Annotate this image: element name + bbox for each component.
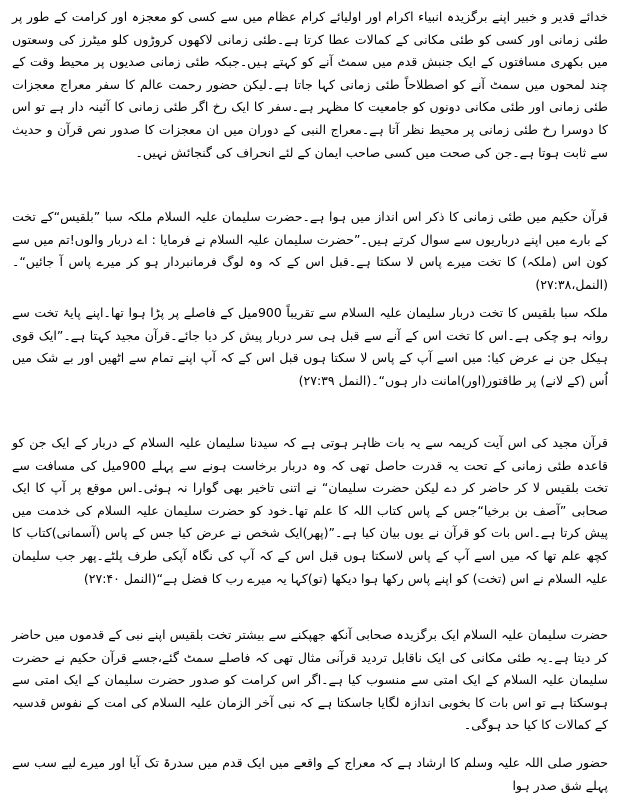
paragraph-cut-off: حضور صلی اللہ علیہ وسلم کا ارشاد ہے کہ معراج کے واقعے میں ایک قدم میں سدرۃ تک آیا اور میرے لیے سب سے پہلے شق صدر ہوا (12, 755, 608, 793)
paragraph-tay-intro: خدائے قدیر و خبیر اپنے برگزیدہ انبیاء اکرام اور اولیائے کرام عظام میں سے کسی کو معجزہ اور کرامت کے طور پر طئی زمانی اور کسی کو طئی مکانی کے کمالات عطا کرتا ہے۔طئی زمانی لاکھوں کروڑوں کلو میٹرز کی وسعتوں میں بکھری مسافتوں کے ایک جنبش قدم میں سمٹ آنے کو کہتے ہیں۔جبکہ طئی زمانی صدیوں پر محیط وقت کے چند لمحوں میں سمٹ آنے کو اصطلاحاً طئی زمانی کہا جاتا ہے۔لیکن حضور رحمت عالم کا سفر معراج معجزات طئی زمانی اور طئی مکانی دونوں کو جامعیت کا مظہر ہے۔سفر کا ایک رخ اگر طئی زمانی کا آئینہ دار ہے تو اس کا دوسرا رخ طئی زمانی پر محیط نظر آتا ہے۔معراج النبی کے دوران میں ان معجزات کا صدور نص قرآن و حدیث سے ثابت ہوتا ہے۔جن کی صحت میں کسی صاحب ایمان کے لئے انحراف کی گنجائش نہیں۔ (12, 9, 608, 160)
paragraph-tay-makani-example: حضرت سلیمان علیہ السلام ایک برگزیدہ صحابی آنکھ جھپکنے سے بیشتر تخت بلقیس اپنے نبی کے قدموں میں حاضر کر دیتا ہے۔یہ طئی مکانی کی ایک ناقابل تردید قرآنی مثال تھی کہ فاصلے سمٹ گئے،جسے قرآن حکیم نے حضرت سلیمان علیہ السلام کے ایک امتی سے منسوب کیا ہے۔اگر اس کرامت کو صدور حضرت سلیمان کے ایک امتی سے ہوسکتا ہے تو اس بات کا بخوبی اندازہ لگایا جاسکتا ہے کہ نبی آخر الزمان علیہ السلام کی امت کے نفوس قدسیہ کے کمالات کا کیا حد ہوگی۔ (12, 627, 608, 733)
paragraph-quran-sulaiman: قرآن حکیم میں طئی زمانی کا ذکر اس انداز میں ہوا ہے۔حضرت سلیمان علیہ السلام ملکہ سبا ”بلقیس“کے تخت کے بارے میں اپنے درباریوں سے سوال کرتے ہیں۔”حضرت سلیمان علیہ السلام نے فرمایا : اے دربار والوں!تم میں سے کون اس (ملکہ) کا تخت میرے پاس لا سکتا ہے۔قبل اس کے کہ وہ لوگ فرمانبردار ہو کر میرے پاس آ جائیں“۔(النمل،۲۷:۳۸) (12, 209, 608, 292)
paragraph-bilqis-throne: ملکہ سبا بلقیس کا تخت دربار سلیمان علیہ السلام سے تقریباً 900میل کے فاصلے پر پڑا ہوا تھا۔اپنے پایۂ تخت سے روانہ ہو چکی ہے۔اس کا تخت اس کے آنے سے قبل ہی سر دربار پیش کر دیا جائے۔قرآن مجید کہتا ہے۔”ایک قوی ہیکل جن نے عرض کیا: میں اسے آپ کے پاس لا سکتا ہوں قبل اس کے کہ آپ اپنے تمام سے اٹھیں اور بے شک میں اُس (کے لانے) پر طاقتور(اور)امانت دار ہوں“۔(النمل ۲۷:۳۹) (12, 305, 608, 388)
paragraph-asif-barkhiya: قرآن مجید کی اس آیت کریمہ سے یہ بات ظاہر ہوتی ہے کہ سیدنا سلیمان علیہ السلام کے دربار کے ایک جن کو قاعدہ طئی زمانی کے تحت یہ قدرت حاصل تھی کہ وہ دربار برخاست ہونے سے پہلے 900میل کی مسافت سے تخت بلقیس لا کر حاضر کر دے لیکن حضرت سلیمان“ نے اتنی تاخیر بھی گوارا نہ ہوئی۔اس موقع پر آپ کا ایک صحابی ”آصف بن برخیا“جس کے پاس کتاب اللہ کا علم تھا۔خود کو حضرت سلیمان علیہ السلام کی خدمت میں پیش کرتا ہے۔اس بات کو قرآن نے یوں بیان کیا ہے۔”(پھر)ایک شخص نے عرض کیا جس کے پاس (آسمانی)کتاب کا کچھ علم تھا کہ میں اسے آپ کے پاس لاسکتا ہوں قبل اس کے کہ آپ کی نگاہ آپکی طرف پلٹے۔پھر جب سلیمان علیہ السلام نے اس (تخت) کو اپنے پاس رکھا ہوا دیکھا (تو)کہا یہ میرے رب کا فضل ہے“(النمل ۲۷:۴۰) (12, 435, 608, 586)
